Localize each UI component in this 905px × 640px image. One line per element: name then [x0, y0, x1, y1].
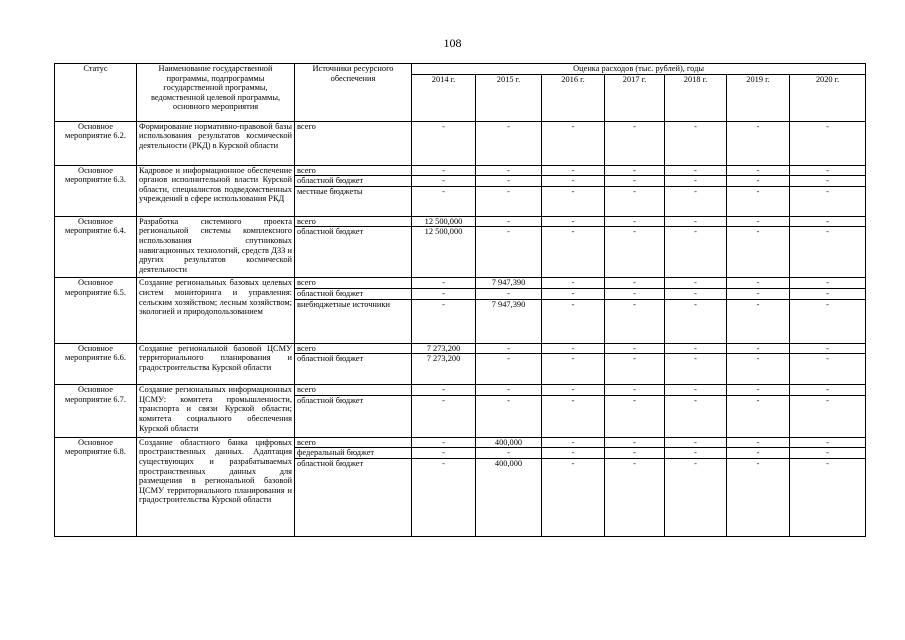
value-cell: - [605, 437, 665, 448]
value-cell: - [542, 458, 605, 536]
value-cell: - [476, 121, 542, 165]
value-cell: - [605, 288, 665, 299]
value-cell: - [412, 288, 476, 299]
source-cell: внебюджетные источники [295, 299, 412, 343]
value-cell: - [790, 165, 866, 176]
source-header: Источники ресурсного обеспечения [295, 64, 412, 122]
estimate-header: Оценка расходов (тыс. рублей), годы [412, 64, 866, 75]
measure-name-cell: Создание региональной базовой ЦСМУ территориального планирования и градостроительства Курской области [137, 343, 295, 385]
value-cell: - [727, 395, 790, 437]
source-cell: областной бюджет [295, 395, 412, 437]
value-cell: - [605, 186, 665, 216]
value-cell: - [542, 216, 605, 227]
value-cell: - [605, 395, 665, 437]
value-cell: - [665, 227, 727, 278]
value-cell: 7 273,200 [412, 343, 476, 354]
value-cell: - [665, 395, 727, 437]
status-header: Статус [55, 64, 137, 122]
status-cell: Основное мероприятие 6.8. [55, 437, 137, 536]
value-cell: - [665, 278, 727, 289]
value-cell: - [412, 121, 476, 165]
value-cell: 12 500,000 [412, 227, 476, 278]
value-cell: - [727, 165, 790, 176]
value-cell: - [790, 395, 866, 437]
value-cell: - [412, 165, 476, 176]
value-cell: - [790, 278, 866, 289]
value-cell: - [605, 176, 665, 187]
value-cell: - [542, 437, 605, 448]
value-cell: 400,000 [476, 458, 542, 536]
budget-table [54, 63, 866, 537]
name-header: Наименование государственной программы, подпрограммы государственной программы, ведомственной целевой программы, основного мероприятия [137, 64, 295, 122]
value-cell: - [542, 165, 605, 176]
value-cell: - [727, 448, 790, 459]
year-header: 2019 г. [727, 74, 790, 121]
source-cell: всего [295, 343, 412, 354]
value-cell: - [790, 227, 866, 278]
value-cell: - [542, 299, 605, 343]
source-cell: областной бюджет [295, 176, 412, 187]
value-cell: - [727, 186, 790, 216]
year-header: 2018 г. [665, 74, 727, 121]
year-header: 2020 г. [790, 74, 866, 121]
source-cell: местные бюджеты [295, 186, 412, 216]
source-cell: всего [295, 437, 412, 448]
value-cell: 7 947,390 [476, 278, 542, 289]
value-cell: - [542, 385, 605, 396]
value-cell: 7 947,390 [476, 299, 542, 343]
value-cell: - [605, 216, 665, 227]
value-cell: - [727, 458, 790, 536]
value-cell: - [542, 278, 605, 289]
page-number: 108 [443, 36, 462, 50]
year-header: 2017 г. [605, 74, 665, 121]
value-cell: - [476, 176, 542, 187]
value-cell: - [605, 448, 665, 459]
value-cell: - [412, 448, 476, 459]
source-cell: всего [295, 165, 412, 176]
source-cell: областной бюджет [295, 458, 412, 536]
status-cell: Основное мероприятие 6.3. [55, 165, 137, 216]
value-cell: - [605, 458, 665, 536]
value-cell: - [727, 385, 790, 396]
value-cell: - [605, 343, 665, 354]
value-cell: - [665, 176, 727, 187]
value-cell: - [412, 437, 476, 448]
value-cell: - [665, 288, 727, 299]
value-cell: - [727, 288, 790, 299]
value-cell: - [605, 354, 665, 385]
source-cell: федеральный бюджет [295, 448, 412, 459]
value-cell: - [790, 448, 866, 459]
value-cell: - [476, 448, 542, 459]
source-cell: всего [295, 385, 412, 396]
value-cell: - [790, 176, 866, 187]
measure-name-cell: Создание региональных базовых целевых систем мониторинга и управления: сельским хозяйством; лесным хозяйством; экологией и природопользованием [137, 278, 295, 343]
value-cell: - [790, 343, 866, 354]
measure-body [55, 121, 866, 536]
value-cell: - [790, 299, 866, 343]
value-cell: - [790, 385, 866, 396]
table-row [55, 121, 866, 165]
value-cell: - [605, 299, 665, 343]
value-cell: - [665, 354, 727, 385]
table-row [55, 216, 866, 227]
value-cell: - [542, 288, 605, 299]
value-cell: - [542, 186, 605, 216]
value-cell: - [665, 448, 727, 459]
value-cell: - [790, 121, 866, 165]
value-cell: 12 500,000 [412, 216, 476, 227]
value-cell: - [476, 354, 542, 385]
measure-name-cell: Разработка системного проекта региональной системы комплексного использования спутниковых навигационных технологий, средств ДЗЗ и других результатов космической деятельности [137, 216, 295, 278]
value-cell: - [476, 227, 542, 278]
value-cell: 400,000 [476, 437, 542, 448]
source-cell: всего [295, 216, 412, 227]
value-cell: - [605, 278, 665, 289]
value-cell: - [727, 176, 790, 187]
source-cell: областной бюджет [295, 354, 412, 385]
value-cell: - [727, 216, 790, 227]
value-cell: - [476, 165, 542, 176]
year-header: 2014 г. [412, 74, 476, 121]
value-cell: - [727, 354, 790, 385]
value-cell: - [605, 227, 665, 278]
value-cell: - [665, 385, 727, 396]
value-cell: - [665, 216, 727, 227]
value-cell: - [790, 437, 866, 448]
value-cell: - [727, 121, 790, 165]
value-cell: - [727, 437, 790, 448]
value-cell: - [476, 395, 542, 437]
value-cell: - [665, 186, 727, 216]
status-cell: Основное мероприятие 6.6. [55, 343, 137, 385]
value-cell: - [727, 278, 790, 289]
status-cell: Основное мероприятие 6.2. [55, 121, 137, 165]
source-cell: всего [295, 278, 412, 289]
value-cell: - [412, 385, 476, 396]
value-cell: - [727, 299, 790, 343]
value-cell: - [790, 288, 866, 299]
value-cell: - [605, 165, 665, 176]
value-cell: - [790, 354, 866, 385]
status-cell: Основное мероприятие 6.4. [55, 216, 137, 278]
value-cell: - [476, 343, 542, 354]
measure-name-cell: Создание региональных информационных ЦСМУ: комитета промышленности, транспорта и связи Курской области; комитета социального обеспечения Курской области [137, 385, 295, 438]
source-cell: областной бюджет [295, 288, 412, 299]
table-row [55, 165, 866, 176]
value-cell: - [476, 216, 542, 227]
header-row [55, 64, 866, 75]
value-cell: - [790, 458, 866, 536]
value-cell: - [542, 354, 605, 385]
value-cell: - [727, 227, 790, 278]
value-cell: - [412, 299, 476, 343]
status-cell: Основное мероприятие 6.7. [55, 385, 137, 438]
value-cell: - [790, 186, 866, 216]
value-cell: 7 273,200 [412, 354, 476, 385]
value-cell: - [412, 458, 476, 536]
source-cell: областной бюджет [295, 227, 412, 278]
value-cell: - [412, 186, 476, 216]
value-cell: - [665, 165, 727, 176]
table-row [55, 343, 866, 354]
value-cell: - [790, 216, 866, 227]
source-cell: всего [295, 121, 412, 165]
value-cell: - [412, 395, 476, 437]
measure-name-cell: Кадровое и информационное обеспечение органов исполнительной власти Курской области, специалистов подведомственных учреждений в сфере использования РКД [137, 165, 295, 216]
value-cell: - [665, 299, 727, 343]
value-cell: - [605, 385, 665, 396]
value-cell: - [727, 343, 790, 354]
year-header: 2016 г. [542, 74, 605, 121]
value-cell: - [476, 288, 542, 299]
value-cell: - [542, 121, 605, 165]
value-cell: - [542, 448, 605, 459]
table-row [55, 437, 866, 448]
value-cell: - [665, 437, 727, 448]
value-cell: - [412, 278, 476, 289]
value-cell: - [476, 385, 542, 396]
measure-name-cell: Формирование нормативно-правовой базы использования результатов космической деятельности (РКД) в Курской области [137, 121, 295, 165]
value-cell: - [605, 121, 665, 165]
value-cell: - [665, 121, 727, 165]
status-cell: Основное мероприятие 6.5. [55, 278, 137, 343]
value-cell: - [665, 458, 727, 536]
value-cell: - [542, 343, 605, 354]
value-cell: - [665, 343, 727, 354]
value-cell: - [412, 176, 476, 187]
measure-name-cell: Создание областного банка цифровых пространственных данных. Адаптация существующих и разрабатываемых пространственных данных для размещения в региональной базовой ЦСМУ территориального планирования и градостроительства Курской области [137, 437, 295, 536]
value-cell: - [542, 176, 605, 187]
year-header: 2015 г. [476, 74, 542, 121]
value-cell: - [476, 186, 542, 216]
table-row [55, 385, 866, 396]
table-row [55, 278, 866, 289]
value-cell: - [542, 395, 605, 437]
value-cell: - [542, 227, 605, 278]
